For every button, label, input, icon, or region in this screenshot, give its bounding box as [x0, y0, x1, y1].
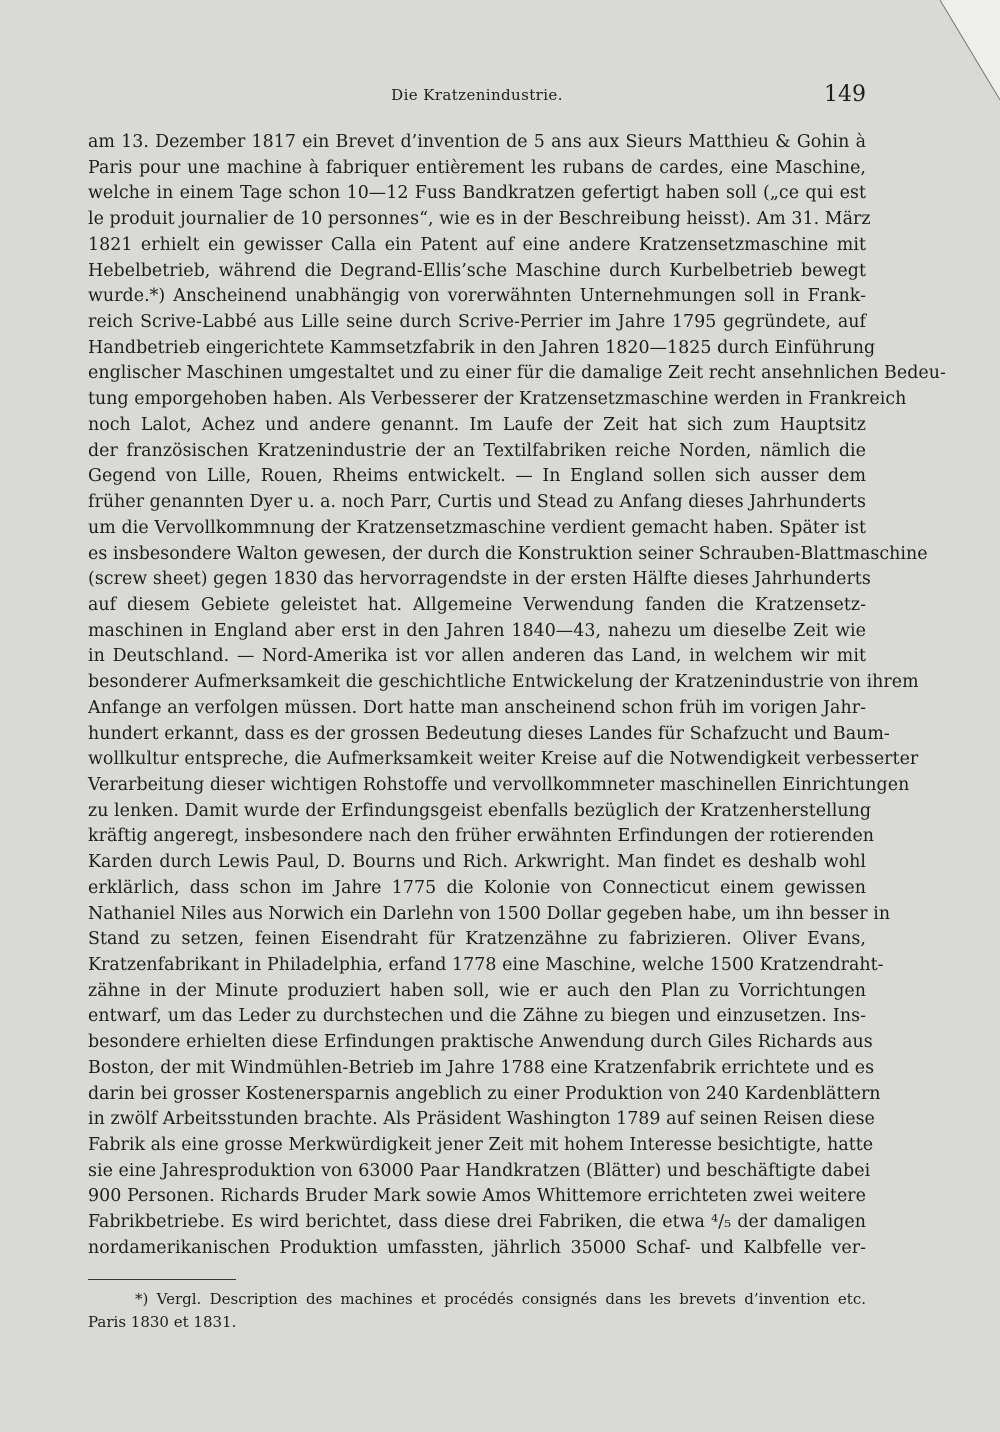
text-line: besondere erhielten diese Erfindungen praktische Anwendung durch Giles Richards aus [88, 1032, 873, 1053]
text-line: in zwölf Arbeitsstunden brachte. Als Präsident Washington 1789 auf seinen Reisen diese [88, 1109, 875, 1130]
text-line: hundert erkannt, dass es der grossen Bedeutung dieses Landes für Schafzucht und Baum- [88, 723, 890, 744]
text-line: darin bei grosser Kostenersparnis angeblich zu einer Produktion von 240 Kardenblättern [88, 1083, 881, 1104]
text-line: Handbetrieb eingerichtete Kammsetzfabrik in den Jahren 1820—1825 durch Einführung [88, 337, 876, 358]
text-line: Verarbeitung dieser wichtigen Rohstoffe und vervollkommneter maschinellen Einrichtungen [88, 774, 910, 795]
text-line: 1821 erhielt ein gewisser Calla ein Patent auf eine andere Kratzensetzmaschine mit [88, 234, 866, 255]
text-line: wollkultur entspreche, die Aufmerksamkeit weiter Kreise auf die Notwendigkeit verbesserter [88, 749, 919, 770]
text-line: es insbesondere Walton gewesen, der durch die Konstruktion seiner Schrauben-Blattmaschine [88, 543, 928, 564]
text-line: reich Scrive-Labbé aus Lille seine durch Scrive-Perrier im Jahre 1795 gegründete, auf [88, 312, 866, 333]
text-line: Gegend von Lille, Rouen, Rheims entwickelt. — In England sollen sich ausser dem [88, 466, 866, 487]
text-line: Stand zu setzen, feinen Eisendraht für Kratzenzähne zu fabrizieren. Oliver Evans, [88, 929, 866, 950]
text-line: um die Vervollkommnung der Kratzensetzmaschine verdient gemacht haben. Später ist [88, 517, 866, 538]
text-line: besonderer Aufmerksamkeit die geschichtliche Entwickelung der Kratzenindustrie von ihrem [88, 672, 919, 693]
text-line: Paris pour une machine à fabriquer entièrement les rubans de cardes, eine Maschine, [88, 157, 866, 178]
footnote-rule [88, 1279, 236, 1280]
text-line: auf diesem Gebiete geleistet hat. Allgemeine Verwendung fanden die Kratzensetz- [88, 594, 866, 615]
text-line: der französischen Kratzenindustrie der an Textilfabriken reiche Norden, nämlich die [88, 440, 866, 461]
body-text [88, 130, 946, 1262]
footnote-line: *) Vergl. Description des machines et procédés consignés dans les brevets d’invention etc. [135, 1290, 866, 1308]
text-line: Fabrik als eine grosse Merkwürdigkeit jener Zeit mit hohem Interesse besichtigte, hatte [88, 1135, 874, 1156]
text-line: erklärlich, dass schon im Jahre 1775 die Kolonie von Connecticut einem gewissen [88, 877, 866, 898]
text-line: am 13. Dezember 1817 ein Brevet d’invention de 5 ans aux Sieurs Matthieu & Gohin à [88, 132, 866, 152]
text-line: Karden durch Lewis Paul, D. Bourns und Rich. Arkwright. Man findet es deshalb wohl [88, 852, 866, 873]
page-corner-fold [940, 0, 1000, 120]
footnote [88, 1288, 866, 1334]
text-line: le produit journalier de 10 personnes“, wie es in der Beschreibung heisst). Am 31. März [88, 209, 871, 230]
text-line: Hebelbetrieb, während die Degrand-Ellis’sche Maschine durch Kurbelbetrieb bewegt [88, 260, 866, 281]
footnote-line: Paris 1830 et 1831. [88, 1313, 237, 1331]
text-line: welche in einem Tage schon 10—12 Fuss Bandkratzen gefertigt haben soll („ce qui est [88, 183, 866, 204]
text-line: entwarf, um das Leder zu durchstechen und die Zähne zu biegen und einzusetzen. Ins- [88, 1006, 866, 1027]
text-line: kräftig angeregt, insbesondere nach den früher erwähnten Erfindungen der rotierenden [88, 826, 875, 847]
text-line: (screw sheet) gegen 1830 das hervorragendste in der ersten Hälfte dieses Jahrhunderts [88, 569, 871, 590]
text-line: Boston, der mit Windmühlen-Betrieb im Jahre 1788 eine Kratzenfabrik errichtete und es [88, 1057, 875, 1078]
text-line: Anfange an verfolgen müssen. Dort hatte man anscheinend schon früh im vorigen Jahr- [88, 697, 866, 718]
text-line: Fabrikbetriebe. Es wird berichtet, dass diese drei Fabriken, die etwa ⁴/₅ der damaligen [88, 1212, 866, 1233]
page-number: 149 [824, 82, 866, 107]
text-line: in Deutschland. — Nord-Amerika ist vor allen anderen das Land, in welchem wir mit [88, 646, 866, 667]
text-line: zu lenken. Damit wurde der Erfindungsgeist ebenfalls bezüglich der Kratzenherstellung [88, 800, 872, 821]
text-line: sie eine Jahresproduktion von 63000 Paar Handkratzen (Blätter) und beschäftigte dabei [88, 1160, 871, 1181]
text-line: tung emporgehoben haben. Als Verbesserer der Kratzensetzmaschine werden in Frankreich [88, 389, 907, 410]
text-line: 900 Personen. Richards Bruder Mark sowie Amos Whittemore errichteten zwei weitere [88, 1186, 866, 1207]
text-line: Nathaniel Niles aus Norwich ein Darlehn von 1500 Dollar gegeben habe, um ihn besser in [88, 903, 891, 924]
text-line: zähne in der Minute produziert haben soll, wie er auch den Plan zu Vorrichtungen [88, 980, 866, 1001]
running-title: Die Kratzenindustrie. [391, 86, 563, 104]
text-line: nordamerikanischen Produktion umfassten, jährlich 35000 Schaf- und Kalbfelle ver- [88, 1237, 866, 1258]
text-line: Kratzenfabrikant in Philadelphia, erfand 1778 eine Maschine, welche 1500 Kratzendraht- [88, 955, 884, 975]
text-line: maschinen in England aber erst in den Jahren 1840—43, nahezu um dieselbe Zeit wie [88, 620, 866, 641]
page-header [88, 82, 866, 112]
text-line: früher genannten Dyer u. a. noch Parr, Curtis und Stead zu Anfang dieses Jahrhunderts [88, 492, 866, 513]
text-line: wurde.*) Anscheinend unabhängig von vorerwähnten Unternehmungen soll in Frank- [88, 286, 866, 307]
text-line: englischer Maschinen umgestaltet und zu einer für die damalige Zeit recht ansehnlichen Bedeu- [88, 363, 946, 384]
text-line: noch Lalot, Achez und andere genannt. Im Laufe der Zeit hat sich zum Hauptsitz [88, 414, 866, 435]
